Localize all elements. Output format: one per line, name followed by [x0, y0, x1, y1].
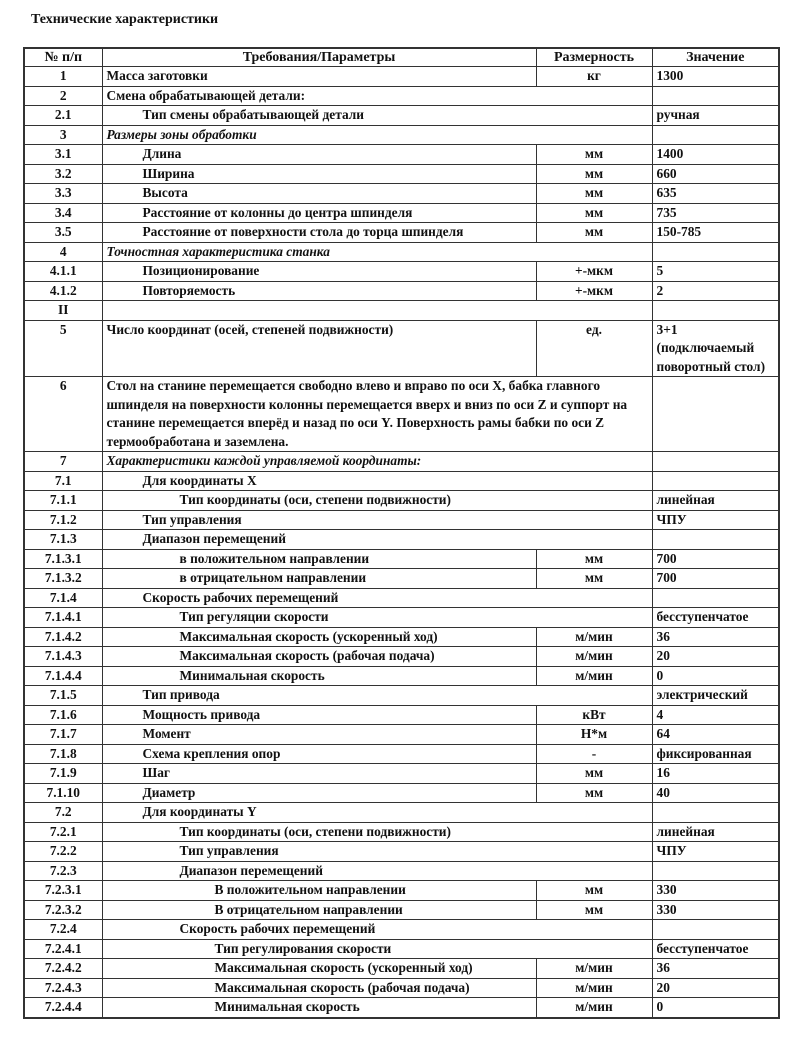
row-parameter: Повторяемость — [102, 281, 536, 301]
row-value: 635 — [652, 184, 779, 204]
header-unit: Размерность — [536, 48, 652, 67]
row-unit: м/мин — [536, 666, 652, 686]
row-number: 7.1.5 — [24, 686, 102, 706]
row-parameter: Для координаты Y — [102, 803, 652, 823]
table-row — [24, 842, 779, 862]
row-number: 3.4 — [24, 203, 102, 223]
row-value: 2 — [652, 281, 779, 301]
row-unit: +-мкм — [536, 262, 652, 282]
row-parameter: Тип регуляции скорости — [102, 608, 652, 628]
table-row — [24, 452, 779, 472]
row-number: 7.1.4 — [24, 588, 102, 608]
row-parameter: Смена обрабатывающей детали: — [102, 86, 652, 106]
row-number: 6 — [24, 377, 102, 452]
row-parameter: Минимальная скорость — [102, 998, 536, 1018]
row-parameter: В положительном направлении — [102, 881, 536, 901]
row-number: 7.1.4.2 — [24, 627, 102, 647]
row-number: 7.2.4.3 — [24, 978, 102, 998]
table-row — [24, 471, 779, 491]
row-value: бесступенчатое — [652, 939, 779, 959]
row-value: 20 — [652, 978, 779, 998]
row-value: бесступенчатое — [652, 608, 779, 628]
row-value: 700 — [652, 569, 779, 589]
row-parameter: в положительном направлении — [102, 549, 536, 569]
row-number: 7.1.7 — [24, 725, 102, 745]
row-unit: м/мин — [536, 978, 652, 998]
row-number: 3.3 — [24, 184, 102, 204]
table-row — [24, 164, 779, 184]
row-unit: - — [536, 744, 652, 764]
row-unit: ед. — [536, 320, 652, 377]
row-unit: мм — [536, 783, 652, 803]
row-number: 7.2.2 — [24, 842, 102, 862]
table-row — [24, 510, 779, 530]
table-row — [24, 320, 779, 377]
row-parameter: Высота — [102, 184, 536, 204]
table-row — [24, 588, 779, 608]
row-number: 7.2.4.4 — [24, 998, 102, 1018]
row-parameter: Диапазон перемещений — [102, 861, 652, 881]
row-parameter: Расстояние от колонны до центра шпинделя — [102, 203, 536, 223]
row-unit: м/мин — [536, 627, 652, 647]
row-parameter: Максимальная скорость (рабочая подача) — [102, 978, 536, 998]
row-number: 4.1.2 — [24, 281, 102, 301]
table-row — [24, 125, 779, 145]
table-row — [24, 939, 779, 959]
table-row — [24, 203, 779, 223]
row-parameter: Схема крепления опор — [102, 744, 536, 764]
row-parameter: Ширина — [102, 164, 536, 184]
row-unit: м/мин — [536, 647, 652, 667]
table-row — [24, 262, 779, 282]
table-row — [24, 998, 779, 1018]
row-value — [652, 86, 779, 106]
row-number: 7.2.4.1 — [24, 939, 102, 959]
row-parameter: Расстояние от поверхности стола до торца шпинделя — [102, 223, 536, 243]
table-row — [24, 223, 779, 243]
row-number: 7.1.3 — [24, 530, 102, 550]
row-parameter: Тип координаты (оси, степени подвижности) — [102, 822, 652, 842]
row-unit: мм — [536, 203, 652, 223]
row-parameter: Число координат (осей, степеней подвижности) — [102, 320, 536, 377]
row-unit: м/мин — [536, 998, 652, 1018]
table-row — [24, 301, 779, 321]
row-number: 7.1.1 — [24, 491, 102, 511]
row-number: 2 — [24, 86, 102, 106]
row-unit: мм — [536, 569, 652, 589]
row-value: 1400 — [652, 145, 779, 165]
row-parameter — [102, 301, 652, 321]
row-parameter: Мощность привода — [102, 705, 536, 725]
row-value: 3+1 (подключаемый поворотный стол) — [652, 320, 779, 377]
row-number: 3.1 — [24, 145, 102, 165]
table-row — [24, 377, 779, 452]
row-value: 0 — [652, 998, 779, 1018]
table-row — [24, 86, 779, 106]
row-value: линейная — [652, 491, 779, 511]
row-unit: мм — [536, 145, 652, 165]
row-value: фиксированная — [652, 744, 779, 764]
row-number: 4 — [24, 242, 102, 262]
row-unit: Н*м — [536, 725, 652, 745]
table-row — [24, 281, 779, 301]
row-number: 7.1.10 — [24, 783, 102, 803]
table-row — [24, 627, 779, 647]
row-number: 7.2 — [24, 803, 102, 823]
table-row — [24, 569, 779, 589]
table-row — [24, 530, 779, 550]
row-number: 7.1.3.2 — [24, 569, 102, 589]
row-parameter: в отрицательном направлении — [102, 569, 536, 589]
header-num: № п/п — [24, 48, 102, 67]
row-value — [652, 452, 779, 472]
row-parameter: Позиционирование — [102, 262, 536, 282]
row-number: 7.1.8 — [24, 744, 102, 764]
table-row — [24, 803, 779, 823]
row-value: 660 — [652, 164, 779, 184]
header-param: Требования/Параметры — [102, 48, 536, 67]
row-value: ЧПУ — [652, 842, 779, 862]
row-value — [652, 125, 779, 145]
table-row — [24, 666, 779, 686]
row-number: 7.2.1 — [24, 822, 102, 842]
row-number: 3.2 — [24, 164, 102, 184]
row-unit: м/мин — [536, 959, 652, 979]
row-parameter: Тип привода — [102, 686, 652, 706]
row-unit: мм — [536, 881, 652, 901]
row-unit: мм — [536, 549, 652, 569]
row-value: 0 — [652, 666, 779, 686]
row-value: линейная — [652, 822, 779, 842]
row-value — [652, 242, 779, 262]
table-row — [24, 920, 779, 940]
row-number: 1 — [24, 67, 102, 87]
row-unit: кг — [536, 67, 652, 87]
table-row — [24, 959, 779, 979]
row-number: 7.1.6 — [24, 705, 102, 725]
row-value: 5 — [652, 262, 779, 282]
row-value: 36 — [652, 959, 779, 979]
row-unit: кВт — [536, 705, 652, 725]
row-unit: мм — [536, 184, 652, 204]
row-value: 40 — [652, 783, 779, 803]
header-value: Значение — [652, 48, 779, 67]
table-row — [24, 861, 779, 881]
row-parameter: Для координаты X — [102, 471, 652, 491]
row-value — [652, 377, 779, 452]
row-number: 7.1.3.1 — [24, 549, 102, 569]
row-value — [652, 588, 779, 608]
table-row — [24, 744, 779, 764]
row-value: 330 — [652, 881, 779, 901]
row-parameter: Тип координаты (оси, степени подвижности) — [102, 491, 652, 511]
row-parameter: Шаг — [102, 764, 536, 784]
table-row — [24, 184, 779, 204]
table-row — [24, 822, 779, 842]
row-number: 7.2.3.1 — [24, 881, 102, 901]
row-value — [652, 803, 779, 823]
row-value: 4 — [652, 705, 779, 725]
table-row — [24, 106, 779, 126]
table-row — [24, 900, 779, 920]
row-number: 5 — [24, 320, 102, 377]
row-parameter: Тип регулирования скорости — [102, 939, 652, 959]
row-value — [652, 861, 779, 881]
row-parameter: Скорость рабочих перемещений — [102, 588, 652, 608]
row-parameter: Скорость рабочих перемещений — [102, 920, 652, 940]
row-number: 7.1 — [24, 471, 102, 491]
row-value: 16 — [652, 764, 779, 784]
row-parameter: Размеры зоны обработки — [102, 125, 652, 145]
row-unit: +-мкм — [536, 281, 652, 301]
row-number: 7.2.3.2 — [24, 900, 102, 920]
row-number: 2.1 — [24, 106, 102, 126]
specifications-table — [23, 47, 780, 1019]
row-value: ЧПУ — [652, 510, 779, 530]
row-value — [652, 471, 779, 491]
table-row — [24, 705, 779, 725]
row-parameter: В отрицательном направлении — [102, 900, 536, 920]
row-value: ручная — [652, 106, 779, 126]
row-parameter: Тип управления — [102, 510, 652, 530]
row-number: 3 — [24, 125, 102, 145]
row-value: 1300 — [652, 67, 779, 87]
row-parameter: Минимальная скорость — [102, 666, 536, 686]
row-value: 700 — [652, 549, 779, 569]
table-row — [24, 647, 779, 667]
table-row — [24, 145, 779, 165]
row-number: 7.1.2 — [24, 510, 102, 530]
table-row — [24, 881, 779, 901]
row-number: 7.1.4.1 — [24, 608, 102, 628]
table-row — [24, 764, 779, 784]
row-value — [652, 530, 779, 550]
row-parameter: Максимальная скорость (ускоренный ход) — [102, 959, 536, 979]
row-number: 7 — [24, 452, 102, 472]
document-title: Технические характеристики — [31, 12, 219, 27]
row-parameter: Тип управления — [102, 842, 652, 862]
row-unit: мм — [536, 164, 652, 184]
table-row — [24, 608, 779, 628]
row-value: 64 — [652, 725, 779, 745]
row-value — [652, 301, 779, 321]
table-header-row — [24, 48, 779, 67]
row-parameter: Характеристики каждой управляемой координаты: — [102, 452, 652, 472]
row-value: 330 — [652, 900, 779, 920]
table-row — [24, 242, 779, 262]
row-number: 7.2.4 — [24, 920, 102, 940]
row-number: 7.2.4.2 — [24, 959, 102, 979]
row-number: 7.1.4.4 — [24, 666, 102, 686]
table-row — [24, 491, 779, 511]
row-number: II — [24, 301, 102, 321]
row-value: 735 — [652, 203, 779, 223]
row-parameter: Диаметр — [102, 783, 536, 803]
row-parameter: Точностная характеристика станка — [102, 242, 652, 262]
table-row — [24, 686, 779, 706]
row-parameter: Максимальная скорость (ускоренный ход) — [102, 627, 536, 647]
row-value: 20 — [652, 647, 779, 667]
row-value: 36 — [652, 627, 779, 647]
row-value — [652, 920, 779, 940]
row-value: электрический — [652, 686, 779, 706]
row-parameter: Момент — [102, 725, 536, 745]
row-number: 7.1.4.3 — [24, 647, 102, 667]
table-row — [24, 725, 779, 745]
row-unit: мм — [536, 764, 652, 784]
table-row — [24, 549, 779, 569]
row-parameter: Длина — [102, 145, 536, 165]
table-row — [24, 978, 779, 998]
row-unit: мм — [536, 223, 652, 243]
row-parameter: Масса заготовки — [102, 67, 536, 87]
row-parameter: Максимальная скорость (рабочая подача) — [102, 647, 536, 667]
row-parameter: Стол на станине перемещается свободно влево и вправо по оси X, бабка главного шпинделя на поверхности колонны перемещается вверх и вниз по оси Z и суппорт на станине перемещается вперёд и назад по оси Y. Поверхность рамы бабки по оси Z термообработана и заземлена. — [102, 377, 652, 452]
row-value: 150-785 — [652, 223, 779, 243]
row-number: 3.5 — [24, 223, 102, 243]
row-number: 7.2.3 — [24, 861, 102, 881]
table-body — [24, 67, 779, 1018]
row-parameter: Диапазон перемещений — [102, 530, 652, 550]
row-number: 4.1.1 — [24, 262, 102, 282]
table-row — [24, 783, 779, 803]
row-parameter: Тип смены обрабатывающей детали — [102, 106, 652, 126]
row-number: 7.1.9 — [24, 764, 102, 784]
row-unit: мм — [536, 900, 652, 920]
table-row — [24, 67, 779, 87]
